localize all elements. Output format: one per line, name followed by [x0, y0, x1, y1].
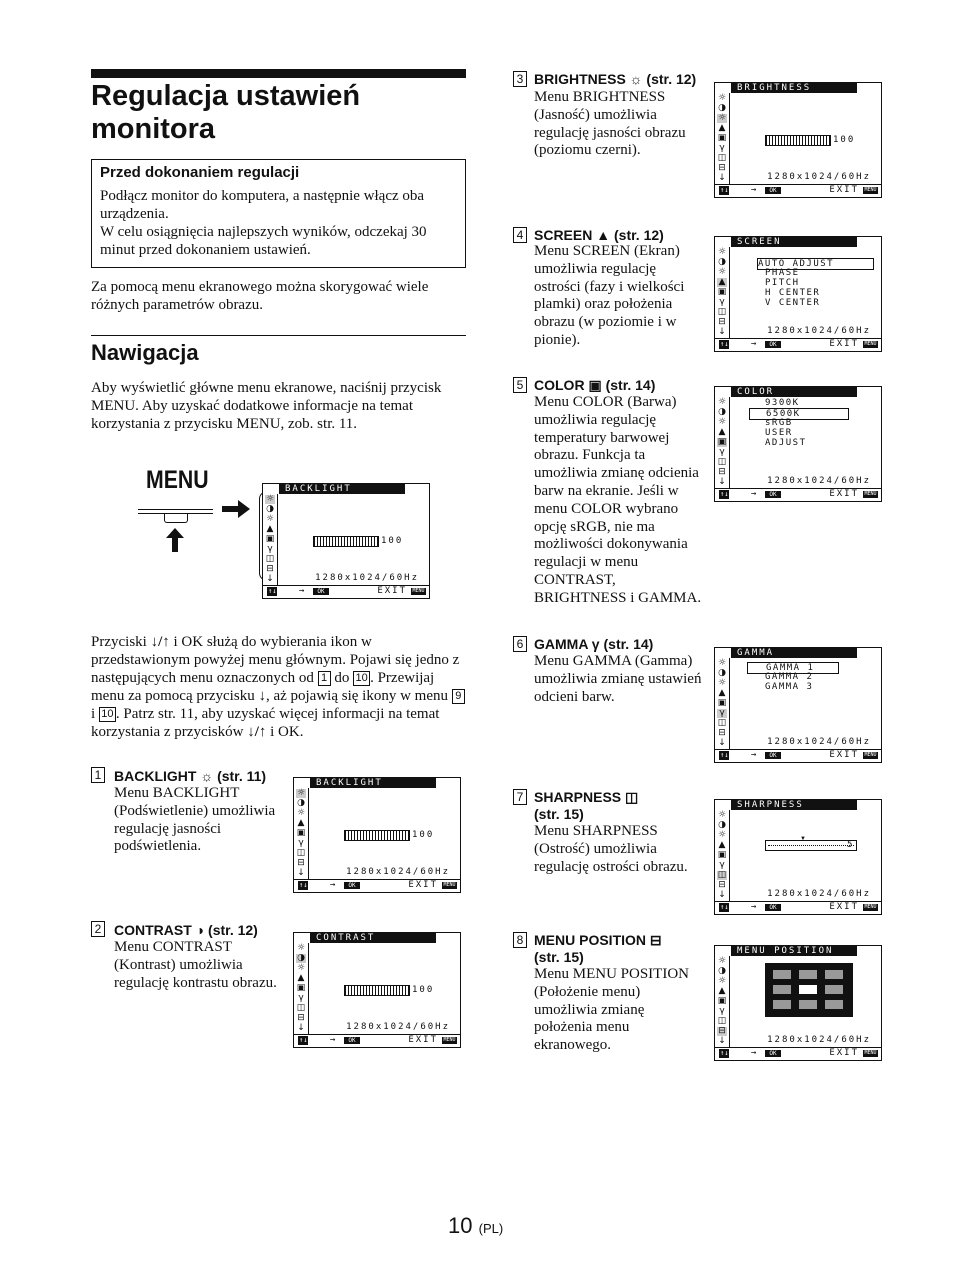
osd-footer: [294, 879, 460, 892]
screen-icon: ▲: [718, 840, 726, 850]
menu-position-icon: ⊟: [266, 564, 274, 574]
osd-footer: [715, 488, 881, 501]
osd-icon-column: [294, 788, 309, 880]
osd-icon-column: [715, 810, 730, 902]
level-value: 100: [833, 135, 856, 145]
ok-icon: OK: [765, 341, 781, 348]
nav-text: Aby wyświetlić główne menu ekranowe, naciśnij przycisk MENU. Aby uzyskać dodatkowe informacje na temat korzystania z przycisku MENU, zob. str. 11.: [91, 380, 442, 432]
section-number: 4: [513, 227, 527, 243]
up-down-icon: ↑↓: [299, 1036, 308, 1044]
section-text: Menu COLOR (Barwa) umożliwia regulację temperatury barwowej obrazu. Funkcja ta umożliwia zmianę odcienia barw na ekranie. Jeśli w menu COLOR wybrano opcję sRGB, nie ma możliwości dokonywania regulacji w menu CONTRAST, BRIGHTNESS i GAMMA.: [534, 394, 702, 606]
prep-box: [91, 159, 466, 268]
section-number: 1: [91, 767, 105, 783]
menu-item: AUTO ADJUST: [757, 258, 874, 270]
section-text: Menu BACKLIGHT (Podświetlenie) umożliwia regulację jasności podświetlenia.: [114, 785, 276, 855]
osd-title: BACKLIGHT: [310, 778, 436, 788]
down-arrow-icon: ↓: [718, 1036, 726, 1046]
brightness-icon: ☼: [717, 113, 727, 123]
screen-icon: ▲: [718, 688, 726, 698]
osd-footer: [715, 184, 881, 197]
section-number: 2: [91, 921, 105, 937]
gamma-icon: γ: [719, 143, 725, 153]
section-heading: MENU POSITION ⊟ (str. 15): [534, 932, 662, 965]
menu-item: GAMMA 1: [747, 662, 839, 674]
menu-icon: MENU: [864, 187, 877, 193]
intro-text: Za pomocą menu ekranowego można skorygować wiele różnych parametrów obrazu.: [91, 279, 429, 313]
exit-label: EXIT: [829, 750, 859, 760]
level-value: 5: [847, 840, 855, 850]
osd-footer: ↑↓ → OK EXIT MENU: [263, 585, 429, 598]
level-bar: [765, 135, 831, 146]
menu-icon: MENU: [864, 491, 877, 497]
gamma-icon: γ: [298, 838, 304, 848]
menu-position-icon: ⊟: [297, 858, 305, 868]
sharpness-icon: ◫: [296, 1003, 306, 1013]
prep-text: Podłącz monitor do komputera, a następnie włącz oba urządzenia. W celu osiągnięcia najlepszych wyników, odczekaj 30 minut przed dokonaniem ustawień.: [100, 188, 427, 258]
osd-resolution: 1280x1024/60Hz: [767, 737, 871, 747]
exit-label: EXIT: [829, 339, 859, 349]
down-arrow-icon: ↓: [718, 477, 726, 487]
osd-title: BRIGHTNESS: [731, 83, 857, 93]
section-heading: SCREEN ▲ (str. 12): [534, 227, 664, 243]
section-number: 5: [513, 377, 527, 393]
contrast-icon: ◑: [718, 966, 726, 976]
position-grid: [765, 963, 853, 1017]
up-down-icon: ↑↓: [720, 186, 729, 194]
contrast-icon: ◑: [718, 668, 726, 678]
level-bar: [313, 536, 379, 547]
section-text: Menu SCREEN (Ekran) umożliwia regulację ostrości (fazy i wielkości plamki) oraz położenia obrazu (w poziomie i w pionie).: [534, 243, 685, 348]
osd-footer: [715, 749, 881, 762]
menu-position-icon: ⊟: [297, 1013, 305, 1023]
menu-item: sRGB: [765, 418, 793, 428]
color-icon: ▣: [265, 534, 275, 544]
color-icon: ▣: [717, 287, 727, 297]
level-value: 100: [412, 830, 435, 840]
backlight-icon: ☼: [717, 810, 727, 820]
menu-item: GAMMA 3: [765, 682, 814, 692]
position-cell: [773, 985, 791, 994]
gamma-icon: γ: [298, 993, 304, 1003]
position-cell: [825, 985, 843, 994]
color-icon: ▣: [296, 828, 306, 838]
section-number: 7: [513, 789, 527, 805]
brightness-icon: ☼: [717, 678, 727, 688]
screen-icon: ▲: [718, 986, 726, 996]
color-icon: ▣: [717, 698, 727, 708]
brightness-icon: ☼: [717, 417, 727, 427]
position-cell: [799, 1000, 817, 1009]
menu-item: 6500K: [749, 408, 849, 420]
brightness-icon: ☼: [717, 976, 727, 986]
sharpness-icon: ◫: [717, 457, 727, 467]
menu-icon: MENU: [864, 341, 877, 347]
osd-resolution: 1280x1024/60Hz: [346, 1022, 450, 1032]
color-icon: ▣: [296, 983, 306, 993]
level-bar: [344, 830, 410, 841]
level-value: 100: [381, 536, 404, 546]
menu-position-icon: ⊟: [718, 728, 726, 738]
gamma-icon: γ: [267, 544, 273, 554]
down-arrow-icon: ↓: [266, 574, 274, 584]
osd-sharpness: [714, 799, 882, 915]
osd-footer: [715, 338, 881, 351]
menu-position-icon: ⊟: [718, 1026, 726, 1036]
brightness-icon: ☼: [296, 963, 306, 973]
menu-item: PHASE: [765, 268, 800, 278]
down-arrow-icon: ↓: [718, 327, 726, 337]
osd-menu-position: [714, 945, 882, 1061]
color-icon: ▣: [717, 996, 727, 1006]
contrast-icon: ◑: [718, 257, 726, 267]
section-text: Menu GAMMA (Gamma) umożliwia zmianę ustawień odcieni barw.: [534, 653, 702, 705]
ok-icon: OK: [765, 1050, 781, 1057]
nav-para2: Przyciski ↓/↑ i OK służą do wybierania ikon w przedstawionym powyżej menu głównym. Pojawi się jedno z następujących menu oznaczonych od 1 do 10 . Przewijaj menu za pomocą przycisku ↓, aż pojawią się ikony w menu 9 i 10 . Patrz str. 11, aby uzyskać więcej informacji na temat korzystania z przycisków ↓/↑ i OK.: [91, 633, 466, 741]
arrow-right-icon: [222, 500, 250, 518]
screen-icon: ▲: [718, 123, 726, 133]
color-icon: ▣: [717, 437, 727, 447]
osd-resolution: 1280x1024/60Hz: [315, 573, 419, 583]
osd-screen: [714, 236, 882, 352]
position-cell: [825, 970, 843, 979]
section-text: Menu CONTRAST (Kontrast) umożliwia regulację kontrastu obrazu.: [114, 939, 277, 991]
page-number: 10 (PL): [448, 1213, 504, 1238]
up-down-icon: ↑↓: [720, 490, 729, 498]
contrast-icon: ◑: [266, 504, 274, 514]
menu-item: ADJUST: [765, 438, 807, 448]
ok-icon: OK: [344, 1037, 360, 1044]
screen-icon: ▲: [718, 277, 726, 287]
nav-heading: Nawigacja: [91, 340, 199, 365]
screen-icon: ▲: [297, 973, 305, 983]
contrast-icon: ◑: [297, 798, 305, 808]
ok-icon: OK: [765, 904, 781, 911]
gamma-icon: γ: [719, 447, 725, 457]
osd-footer: [715, 901, 881, 914]
contrast-icon: ◑: [718, 103, 726, 113]
up-down-icon: ↑↓: [720, 1049, 729, 1057]
menu-icon: MENU: [864, 904, 877, 910]
page-title: Regulacja ustawień monitora: [91, 80, 361, 145]
ok-icon: OK: [765, 491, 781, 498]
exit-label: EXIT: [829, 1048, 859, 1058]
section-number: 8: [513, 932, 527, 948]
position-cell: [773, 1000, 791, 1009]
sharpness-icon: ◫: [717, 307, 727, 317]
menu-button-illustration: [138, 466, 218, 556]
section-number: 6: [513, 636, 527, 652]
position-cell: [799, 970, 817, 979]
gamma-icon: γ: [719, 1006, 725, 1016]
section-number: 3: [513, 71, 527, 87]
osd-resolution: 1280x1024/60Hz: [767, 326, 871, 336]
screen-icon: ▲: [718, 427, 726, 437]
down-arrow-icon: ↓: [718, 890, 726, 900]
exit-label: EXIT: [408, 1035, 438, 1045]
backlight-icon: ☼: [717, 247, 727, 257]
arrow-up-icon: [166, 528, 184, 552]
down-arrow-icon: ↓: [297, 868, 305, 878]
color-icon: ▣: [717, 850, 727, 860]
gamma-icon: γ: [717, 709, 727, 718]
exit-label: EXIT: [829, 185, 859, 195]
brightness-icon: ☼: [296, 808, 306, 818]
exit-label: EXIT: [829, 902, 859, 912]
menu-icon: MENU: [864, 1050, 877, 1056]
ok-icon: OK: [765, 187, 781, 194]
backlight-icon: ☼: [717, 397, 727, 407]
divider: [91, 335, 466, 336]
menu-icon: MENU: [864, 752, 877, 758]
brightness-icon: ☼: [717, 830, 727, 840]
arrow-icon: →: [751, 750, 757, 760]
osd-footer: [715, 1047, 881, 1060]
section-heading: SHARPNESS ◫ (str. 15): [534, 789, 639, 822]
osd-resolution: 1280x1024/60Hz: [767, 889, 871, 899]
up-down-icon: ↑↓: [720, 903, 729, 911]
down-arrow-icon: ↓: [297, 1023, 305, 1033]
menu-position-icon: ⊟: [718, 163, 726, 173]
osd-title: MENU POSITION: [731, 946, 857, 956]
up-down-icon: ↑↓: [720, 751, 729, 759]
osd-icon-column: [715, 397, 730, 489]
screen-icon: ▲: [266, 524, 274, 534]
backlight-icon: ☼: [296, 943, 306, 953]
osd-icon-column: [715, 956, 730, 1048]
osd-title: GAMMA: [731, 648, 857, 658]
position-cell: [825, 1000, 843, 1009]
up-down-icon: ↑↓: [720, 340, 729, 348]
backlight-icon: ☼: [296, 788, 306, 798]
arrow-icon: →: [751, 1048, 757, 1058]
level-value: 100: [412, 985, 435, 995]
contrast-icon: ◑: [718, 820, 726, 830]
prep-heading: Przed dokonaniem regulacji: [100, 164, 300, 181]
position-cell: [773, 970, 791, 979]
arrow-icon: →: [751, 902, 757, 912]
up-down-icon: ↑↓: [299, 881, 308, 889]
backlight-icon: ☼: [717, 658, 727, 668]
exit-label: EXIT: [408, 880, 438, 890]
osd-resolution: 1280x1024/60Hz: [767, 476, 871, 486]
gamma-icon: γ: [719, 297, 725, 307]
screen-icon: ▲: [297, 818, 305, 828]
osd-title: SCREEN: [731, 237, 857, 247]
osd-footer: [294, 1034, 460, 1047]
osd-resolution: 1280x1024/60Hz: [767, 172, 871, 182]
contrast-icon: ◑: [297, 953, 305, 963]
brightness-icon: ☼: [265, 514, 275, 524]
osd-icon-column: [715, 658, 730, 750]
section-heading: BRIGHTNESS ☼ (str. 12): [534, 71, 697, 87]
ok-icon: OK: [765, 752, 781, 759]
section-text: Menu MENU POSITION (Położenie menu) umożliwia zmianę położenia menu ekranowego.: [534, 966, 689, 1054]
level-bar: [344, 985, 410, 996]
down-arrow-icon: ↓: [718, 738, 726, 748]
osd-brightness: [714, 82, 882, 198]
down-arrow-icon: ↓: [718, 173, 726, 183]
osd-contrast: [293, 932, 461, 1048]
osd-backlight-main: BACKLIGHT ☼ ◑ ☼ ▲ ▣ γ ◫ ⊟ ↓ 100 1280x1024/60Hz ↑↓ → OK EXIT MENU: [262, 483, 430, 599]
osd-icon-column: [715, 93, 730, 185]
osd-title: CONTRAST: [310, 933, 436, 943]
menu-item: GAMMA 2: [765, 672, 814, 682]
section-heading: BACKLIGHT ☼ (str. 11): [114, 768, 267, 784]
backlight-icon: ☼: [717, 956, 727, 966]
sharpness-marker: ▼: [800, 836, 806, 842]
ok-icon: OK: [344, 882, 360, 889]
menu-label: MENU: [146, 466, 209, 494]
arrow-icon: →: [330, 1035, 336, 1045]
menu-position-icon: ⊟: [718, 317, 726, 327]
osd-gamma: [714, 647, 882, 763]
sharpness-icon: ◫: [717, 153, 727, 163]
position-cell: [799, 985, 817, 994]
menu-item: USER: [765, 428, 793, 438]
arrow-icon: →: [330, 880, 336, 890]
sharpness-icon: ◫: [296, 848, 306, 858]
osd-title: COLOR: [731, 387, 857, 397]
osd-color: [714, 386, 882, 502]
osd-resolution: 1280x1024/60Hz: [767, 1035, 871, 1045]
section-text: Menu BRIGHTNESS (Jasność) umożliwia regulację jasności obrazu (poziomu czerni).: [534, 89, 686, 159]
menu-position-icon: ⊟: [718, 467, 726, 477]
sharpness-icon: ◫: [265, 554, 275, 564]
menu-item: H CENTER: [765, 288, 821, 298]
arrow-icon: →: [751, 185, 757, 195]
arrow-icon: →: [751, 339, 757, 349]
osd-resolution: 1280x1024/60Hz: [346, 867, 450, 877]
section-heading: CONTRAST ◑ (str. 12): [114, 922, 258, 938]
sharpness-icon: ◫: [717, 1016, 727, 1026]
section-heading: GAMMA γ (str. 14): [534, 636, 654, 652]
osd-title: SHARPNESS: [731, 800, 857, 810]
section-heading: COLOR ▣ (str. 14): [534, 377, 656, 393]
osd-icon-column: [294, 943, 309, 1035]
sharpness-bar: [765, 836, 857, 851]
menu-position-icon: ⊟: [718, 880, 726, 890]
menu-icon: MENU: [443, 1037, 456, 1043]
backlight-icon: ☼: [717, 93, 727, 103]
osd-icon-column: [715, 247, 730, 339]
menu-icon: MENU: [443, 882, 456, 888]
arrow-icon: →: [751, 489, 757, 499]
sharpness-icon: ◫: [717, 718, 727, 728]
backlight-icon: ☼: [265, 494, 275, 504]
section-text: Menu SHARPNESS (Ostrość) umożliwia regulację ostrości obrazu.: [534, 823, 688, 875]
brightness-icon: ☼: [717, 267, 727, 277]
sharpness-icon: ◫: [717, 870, 727, 880]
title-bar: [91, 69, 466, 78]
gamma-icon: γ: [719, 860, 725, 870]
contrast-icon: ◑: [718, 407, 726, 417]
osd-backlight: [293, 777, 461, 893]
menu-item: 9300K: [765, 398, 800, 408]
menu-item: V CENTER: [765, 298, 821, 308]
menu-item: PITCH: [765, 278, 800, 288]
exit-label: EXIT: [829, 489, 859, 499]
color-icon: ▣: [717, 133, 727, 143]
